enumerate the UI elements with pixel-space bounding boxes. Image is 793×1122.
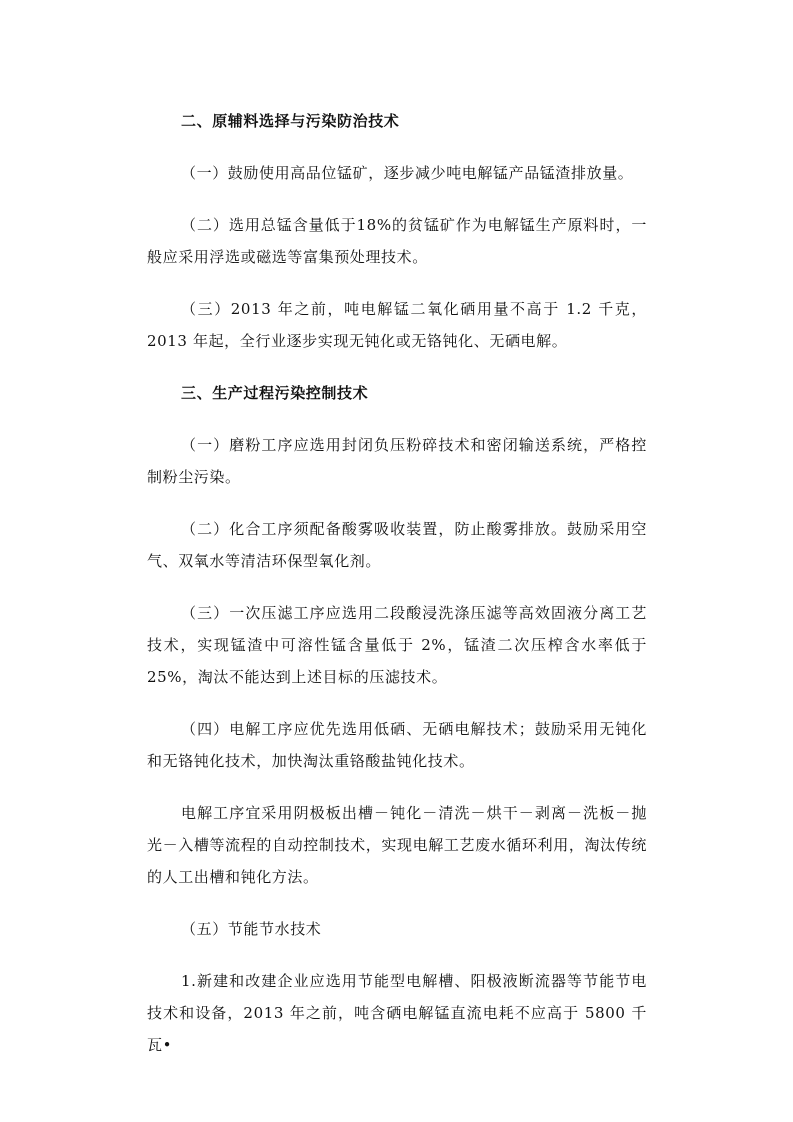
paragraph: （一）鼓励使用高品位锰矿，逐步减少吨电解锰产品锰渣排放量。 <box>181 164 634 182</box>
paragraph: （四）电解工序应优先选用低硒、无硒电解技术；鼓励采用无钝化和无铬钝化技术，加快淘汰重铬酸盐钝化技术。 <box>147 720 647 770</box>
paragraph: （二）化合工序须配备酸雾吸收装置，防止酸雾排放。鼓励采用空气、双氧水等清洁环保型氧化剂。 <box>147 520 647 570</box>
subsection-title: （五）节能节水技术 <box>181 920 322 938</box>
paragraph: （二）选用总锰含量低于18%的贫锰矿作为电解锰生产原料时，一般应采用浮选或磁选等富集预处理技术。 <box>147 216 647 266</box>
paragraph: （三）2013 年之前，吨电解锰二氧化硒用量不高于 1.2 千克，2013 年起，全行业逐步实现无钝化或无铬钝化、无硒电解。 <box>147 300 647 350</box>
paragraph: 1.新建和改建企业应选用节能型电解槽、阳极液断流器等节能节电技术和设备，2013 年之前，吨含硒电解锰直流电耗不应高于 5800 千瓦• <box>147 972 647 1054</box>
section-heading-2: 二、原辅料选择与污染防治技术 <box>181 112 400 130</box>
paragraph: （一）磨粉工序应选用封闭负压粉碎技术和密闭输送系统，严格控制粉尘污染。 <box>147 436 647 486</box>
section-heading-3: 三、生产过程污染控制技术 <box>181 384 369 402</box>
paragraph: （三）一次压滤工序应选用二段酸浸洗涤压滤等高效固液分离工艺技术，实现锰渣中可溶性锰含量低于 2%，锰渣二次压榨含水率低于 25%，淘汰不能达到上述目标的压滤技术。 <box>147 604 647 686</box>
document-page <box>147 105 647 1081</box>
paragraph: 电解工序宜采用阴极板出槽－钝化－清洗－烘干－剥离－洗板－抛光－入槽等流程的自动控制技术，实现电解工艺废水循环利用，淘汰传统的人工出槽和钝化方法。 <box>147 804 647 886</box>
